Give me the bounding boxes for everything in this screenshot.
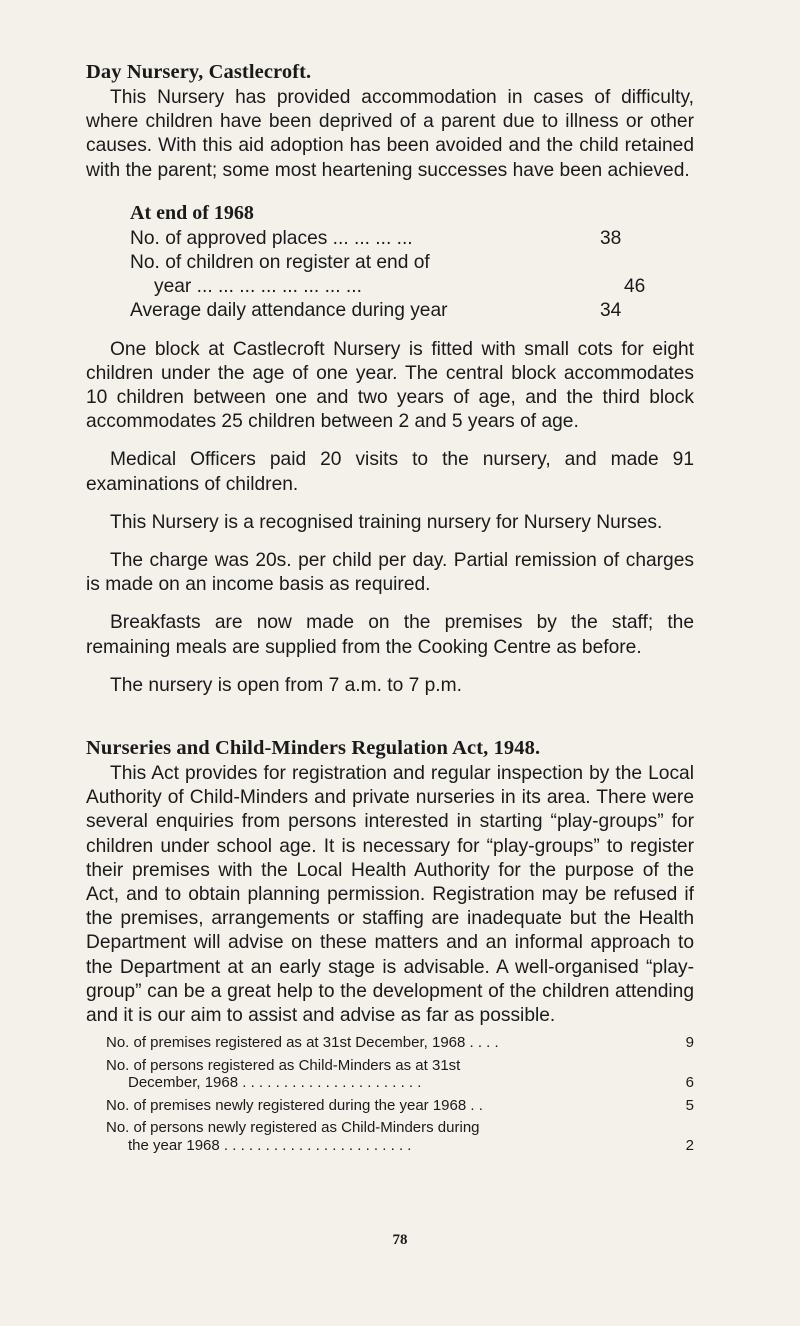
stat-row-children-on-register	[130, 251, 694, 275]
reg-stat-label-cont: December, 1968 . . . . . . . . . . . . . . . . . . . . . .	[128, 1074, 422, 1092]
page-number: 78	[392, 1232, 408, 1248]
stats-heading: At end of 1968	[130, 201, 254, 224]
stat-row-children-on-register-cont	[130, 275, 694, 299]
paragraph-charge: The charge was 20s. per child per day. Partial remission of charges is made on an income basis as required.	[86, 550, 694, 596]
paragraph-medical-officers: Medical Officers paid 20 visits to the nursery, and made 91 examinations of children.	[86, 449, 694, 495]
paragraph-training: This Nursery is a recognised training nursery for Nursery Nurses.	[110, 511, 663, 533]
page-content	[86, 58, 694, 1159]
act-paragraph: This Act provides for registration and regular inspection by the Local Authority of Child-Minders and private nurseries in its area. There were several enquiries from persons interested in starting “play-groups” for children under school age. It is necessary for “play-groups” to register their premises with the Local Health Authority for the purpose of the Act, and to obtain planning permission. Registration may be refused if the premises, arrangements or staffing are inadequate but the Health Department will advise on these matters and an informal approach to the Department at an early stage is advisable. A well-organised “play-group” can be a great help to the development of the children attending and it is our aim to assist and advise as far as possible.	[86, 763, 694, 1027]
reg-stat-value: 2	[685, 1136, 694, 1154]
reg-stat-row	[106, 1119, 694, 1154]
stat-label: No. of children on register at end of	[130, 252, 430, 274]
stat-value: 46	[624, 276, 646, 298]
reg-stat-value: 6	[685, 1074, 694, 1092]
stat-value	[596, 251, 640, 275]
paragraph-blocks: One block at Castlecroft Nursery is fitted with small cots for eight children under the age of one year. The central block accommodates 10 children between one and two years of age, and the third block accommodates 25 children between 2 and 5 years of age.	[86, 338, 694, 433]
reg-stat-value: 9	[685, 1034, 694, 1052]
reg-stat-label: No. of premises registered as at 31st December, 1968 . . . .	[106, 1034, 499, 1052]
reg-stat-row	[106, 1057, 694, 1092]
section-title-regulation-act: Nurseries and Child-Minders Regulation Act, 1948.	[86, 737, 541, 760]
reg-stat-label: No. of persons registered as Child-Minders as at 31st	[106, 1056, 461, 1074]
section-title-day-nursery: Day Nursery, Castlecroft.	[86, 61, 312, 83]
reg-stat-label: No. of persons newly registered as Child-Minders during	[106, 1119, 480, 1137]
paragraph-breakfasts: Breakfasts are now made on the premises by the staff; the remaining meals are supplied from the Cooking Centre as before.	[86, 612, 694, 658]
reg-stat-row	[106, 1034, 694, 1052]
stat-value: 34	[600, 300, 622, 322]
stat-label: No. of approved places ... ... ... ...	[130, 227, 413, 249]
registration-stats	[106, 1034, 694, 1154]
stat-label: Average daily attendance during year	[130, 300, 448, 322]
reg-stat-label: No. of premises newly registered during the year 1968 . .	[106, 1096, 483, 1114]
stat-row-average-attendance	[130, 299, 694, 323]
reg-stat-row	[106, 1097, 694, 1115]
stat-row-approved-places	[130, 227, 694, 251]
stat-value: 38	[600, 227, 622, 249]
stat-label: year ... ... ... ... ... ... ... ...	[154, 276, 362, 298]
intro-paragraph: This Nursery has provided accommodation in cases of difficulty, where children have been deprived of a parent due to illness or other causes. With this aid adoption has been avoided and the child retained with the parent; some most heartening successes have been achieved.	[86, 87, 694, 181]
reg-stat-label-cont: the year 1968 . . . . . . . . . . . . . . . . . . . . . . .	[128, 1136, 412, 1154]
paragraph-opening-hours: The nursery is open from 7 a.m. to 7 p.m.	[110, 674, 462, 696]
nursery-stats	[130, 199, 694, 324]
reg-stat-value: 5	[685, 1096, 694, 1114]
